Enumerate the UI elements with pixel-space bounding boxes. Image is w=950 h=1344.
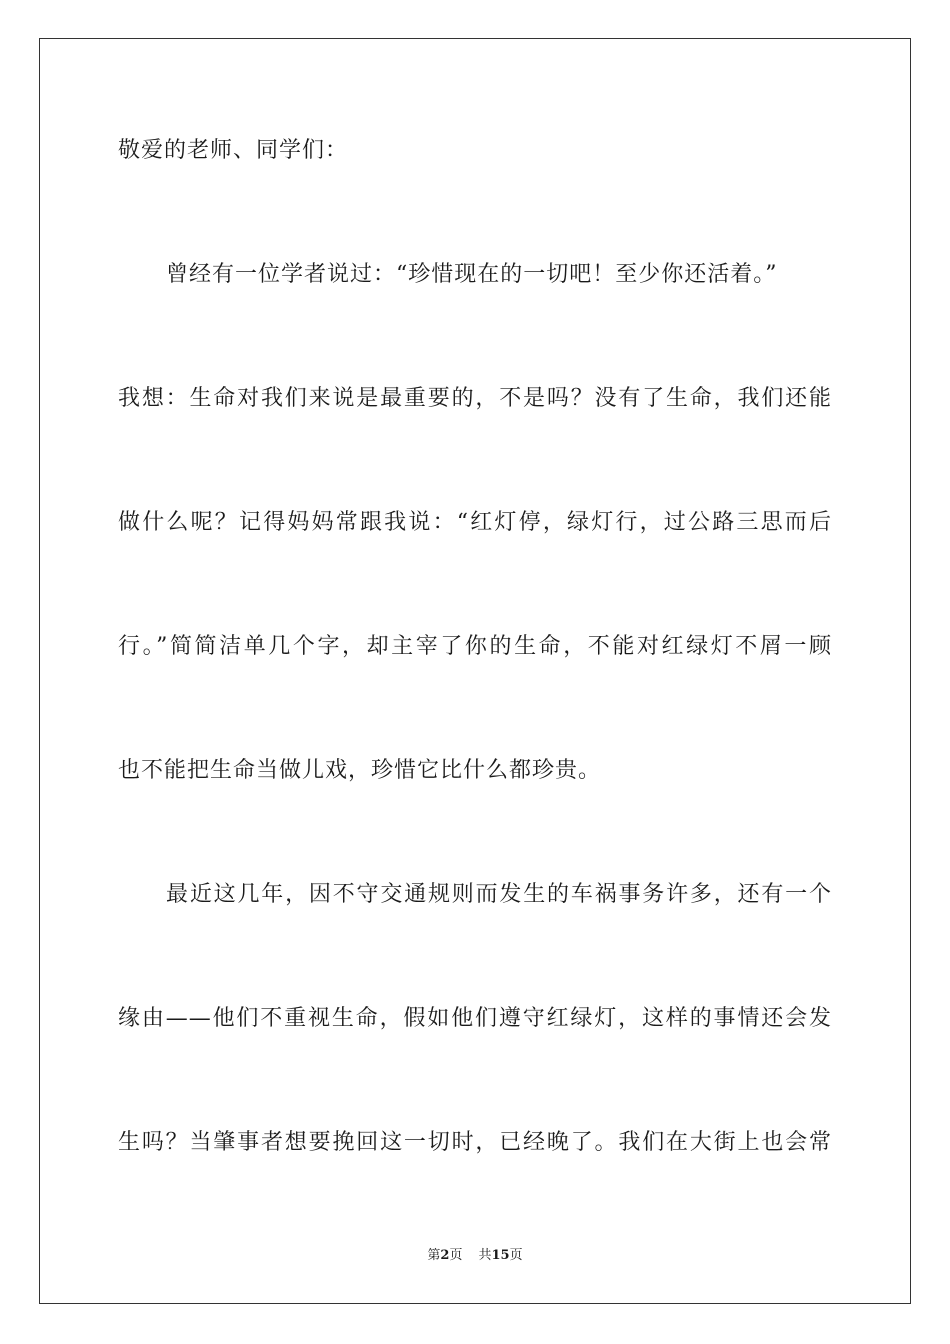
paragraph-1-line-3: 做什么呢？记得妈妈常跟我说：“红灯停，绿灯行，过公路三思而后 xyxy=(118,510,832,535)
paragraph-1-line-1: 曾经有一位学者说过：“珍惜现在的一切吧！至少你还活着。” xyxy=(166,262,778,287)
page-number: 2 xyxy=(440,1248,450,1263)
paragraph-2-line-2: 缘由——他们不重视生命，假如他们遵守红绿灯，这样的事情还会发 xyxy=(118,1006,832,1031)
paragraph-2-line-1: 最近这几年，因不守交通规则而发生的车祸事务许多，还有一个 xyxy=(166,882,832,907)
total-suffix: 页 xyxy=(509,1248,523,1263)
paragraph-1-line-2: 我想：生命对我们来说是最重要的，不是吗？没有了生命，我们还能 xyxy=(118,386,832,411)
paragraph-1-line-5: 也不能把生命当做儿戏，珍惜它比什么都珍贵。 xyxy=(118,758,602,783)
page-suffix: 页 xyxy=(449,1248,463,1263)
page-footer xyxy=(0,1247,950,1265)
total-prefix: 共 xyxy=(478,1248,492,1263)
paragraph-1-line-4: 行。”简简洁单几个字，却主宰了你的生命，不能对红绿灯不屑一顾 xyxy=(118,634,832,659)
total-pages: 15 xyxy=(491,1248,510,1263)
paragraph-2-line-3: 生吗？当肇事者想要挽回这一切时，已经晚了。我们在大街上也会常 xyxy=(118,1130,832,1155)
salutation-line: 敬爱的老师、同学们： xyxy=(118,138,349,163)
page-frame xyxy=(39,38,911,1304)
page-prefix: 第 xyxy=(427,1248,441,1263)
